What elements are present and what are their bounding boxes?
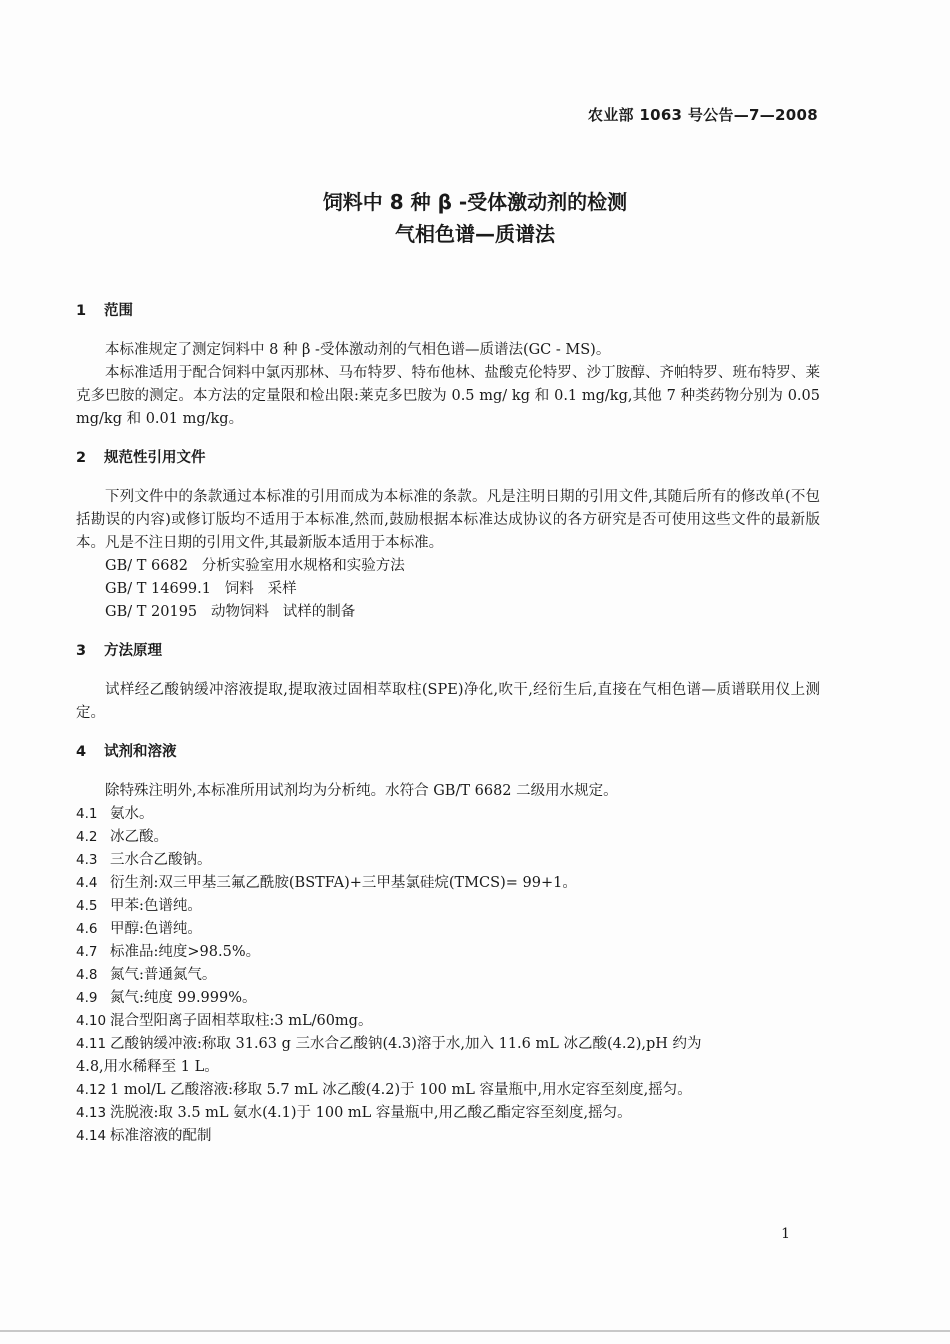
reagent-item — [76, 1102, 820, 1125]
section-number: 1 — [76, 303, 87, 319]
item-number: 4.7 — [76, 944, 98, 960]
item-text: 氮气:纯度 99.999%。 — [110, 990, 257, 1006]
section-1-heading — [76, 300, 820, 323]
item-text: 标准溶液的配制 — [110, 1128, 212, 1144]
reagent-item — [76, 987, 820, 1010]
section-number: 3 — [76, 643, 87, 659]
reagent-item — [76, 1079, 820, 1102]
item-number: 4.2 — [76, 829, 98, 845]
item-number: 4.13 — [76, 1105, 107, 1121]
item-text: 氨水。 — [110, 806, 154, 822]
section-3-paragraph-1: 试样经乙酸钠缓冲溶液提取,提取液过固相萃取柱(SPE)净化,吹干,经衍生后,直接在气相色谱—质谱联用仪上测定。 — [76, 682, 820, 721]
section-number: 4 — [76, 744, 87, 760]
item-text: 冰乙酸。 — [110, 829, 168, 845]
section-1-paragraph-1: 本标准规定了测定饲料中 8 种 β -受体激动剂的气相色谱—质谱法(GC - MS)。 — [105, 342, 611, 358]
item-number: 4.3 — [76, 852, 98, 868]
reference-item: GB/ T 6682 分析实验室用水规格和实验方法 — [105, 558, 405, 574]
item-text: 衍生剂:双三甲基三氟乙酰胺(BSTFA)+三甲基氯硅烷(TMCS)= 99+1。 — [110, 875, 577, 891]
reagent-item — [76, 803, 820, 826]
item-text: 甲醇:色谱纯。 — [110, 921, 202, 937]
section-title: 方法原理 — [104, 643, 162, 659]
reference-item: GB/ T 20195 动物饲料 试样的制备 — [105, 604, 356, 620]
reagent-item — [76, 826, 820, 849]
item-text: 标准品:纯度>98.5%。 — [110, 944, 261, 960]
section-1-paragraph-2: 本标准适用于配合饲料中氯丙那林、马布特罗、特布他林、盐酸克伦特罗、沙丁胺醇、齐帕特罗、班布特罗、莱克多巴胺的测定。本方法的定量限和检出限:莱克多巴胺为 0.5 mg/ kg 和 0.1 mg/kg,其他 7 种类药物分别为 0.05 mg/kg 和 0.01 mg/kg。 — [76, 365, 820, 427]
reference-item: GB/ T 14699.1 饲料 采样 — [105, 581, 297, 597]
item-number: 4.12 — [76, 1082, 107, 1098]
item-number: 4.6 — [76, 921, 98, 937]
item-text: 三水合乙酸钠。 — [110, 852, 212, 868]
document-title-line1: 饲料中 8 种 β -受体激动剂的检测 — [322, 190, 628, 214]
item-text: 洗脱液:取 3.5 mL 氨水(4.1)于 100 mL 容量瓶中,用乙酸乙酯定容至刻度,摇匀。 — [110, 1105, 632, 1121]
reagent-item — [76, 941, 820, 964]
item-text: 1 mol/L 乙酸溶液:移取 5.7 mL 冰乙酸(4.2)于 100 mL 容量瓶中,用水定容至刻度,摇匀。 — [110, 1082, 692, 1098]
scan-edge-divider — [0, 1330, 950, 1332]
standard-code: 农业部 1063 号公告—7—2008 — [587, 106, 818, 124]
item-number: 4.11 — [76, 1036, 107, 1052]
item-number: 4.10 — [76, 1013, 107, 1029]
section-2-paragraph-1: 下列文件中的条款通过本标准的引用而成为本标准的条款。凡是注明日期的引用文件,其随后所有的修改单(不包括勘误的内容)或修订版均不适用于本标准,然而,鼓励根据本标准达成协议的各方研究是否可使用这些文件的最新版本。凡是不注日期的引用文件,其最新版本适用于本标准。 — [76, 489, 820, 551]
reagent-item — [76, 895, 820, 918]
section-title: 规范性引用文件 — [104, 450, 206, 466]
item-number: 4.9 — [76, 990, 98, 1006]
item-number: 4.4 — [76, 875, 98, 891]
item-number: 4.5 — [76, 898, 98, 914]
item-text: 甲苯:色谱纯。 — [110, 898, 202, 914]
reagent-item — [76, 872, 820, 895]
section-4-heading — [76, 741, 820, 764]
section-4-paragraph-1: 除特殊注明外,本标准所用试剂均为分析纯。水符合 GB/T 6682 二级用水规定。 — [105, 783, 618, 799]
item-text: 混合型阳离子固相萃取柱:3 mL/60mg。 — [110, 1013, 373, 1029]
reagent-item — [76, 918, 820, 941]
item-number: 4.14 — [76, 1128, 107, 1144]
item-number: 4.1 — [76, 806, 98, 822]
section-3-heading — [76, 640, 820, 663]
reagent-item — [76, 849, 820, 872]
reagent-item — [76, 964, 820, 987]
section-2-heading — [76, 447, 820, 470]
section-title: 试剂和溶液 — [104, 744, 177, 760]
reagent-item — [76, 1033, 820, 1056]
item-continuation: 4.8,用水稀释至 1 L。 — [76, 1059, 219, 1075]
item-text: 乙酸钠缓冲液:称取 31.63 g 三水合乙酸钠(4.3)溶于水,加入 11.6 mL 冰乙酸(4.2),pH 约为 — [110, 1036, 702, 1052]
item-number: 4.8 — [76, 967, 98, 983]
document-body — [76, 300, 820, 1148]
page-number: 1 — [781, 1226, 790, 1242]
reagent-item — [76, 1125, 820, 1148]
section-title: 范围 — [104, 303, 133, 319]
document-title-line2: 气相色谱—质谱法 — [395, 222, 555, 246]
item-text: 氮气:普通氮气。 — [110, 967, 217, 983]
section-number: 2 — [76, 450, 87, 466]
reagent-item — [76, 1010, 820, 1033]
